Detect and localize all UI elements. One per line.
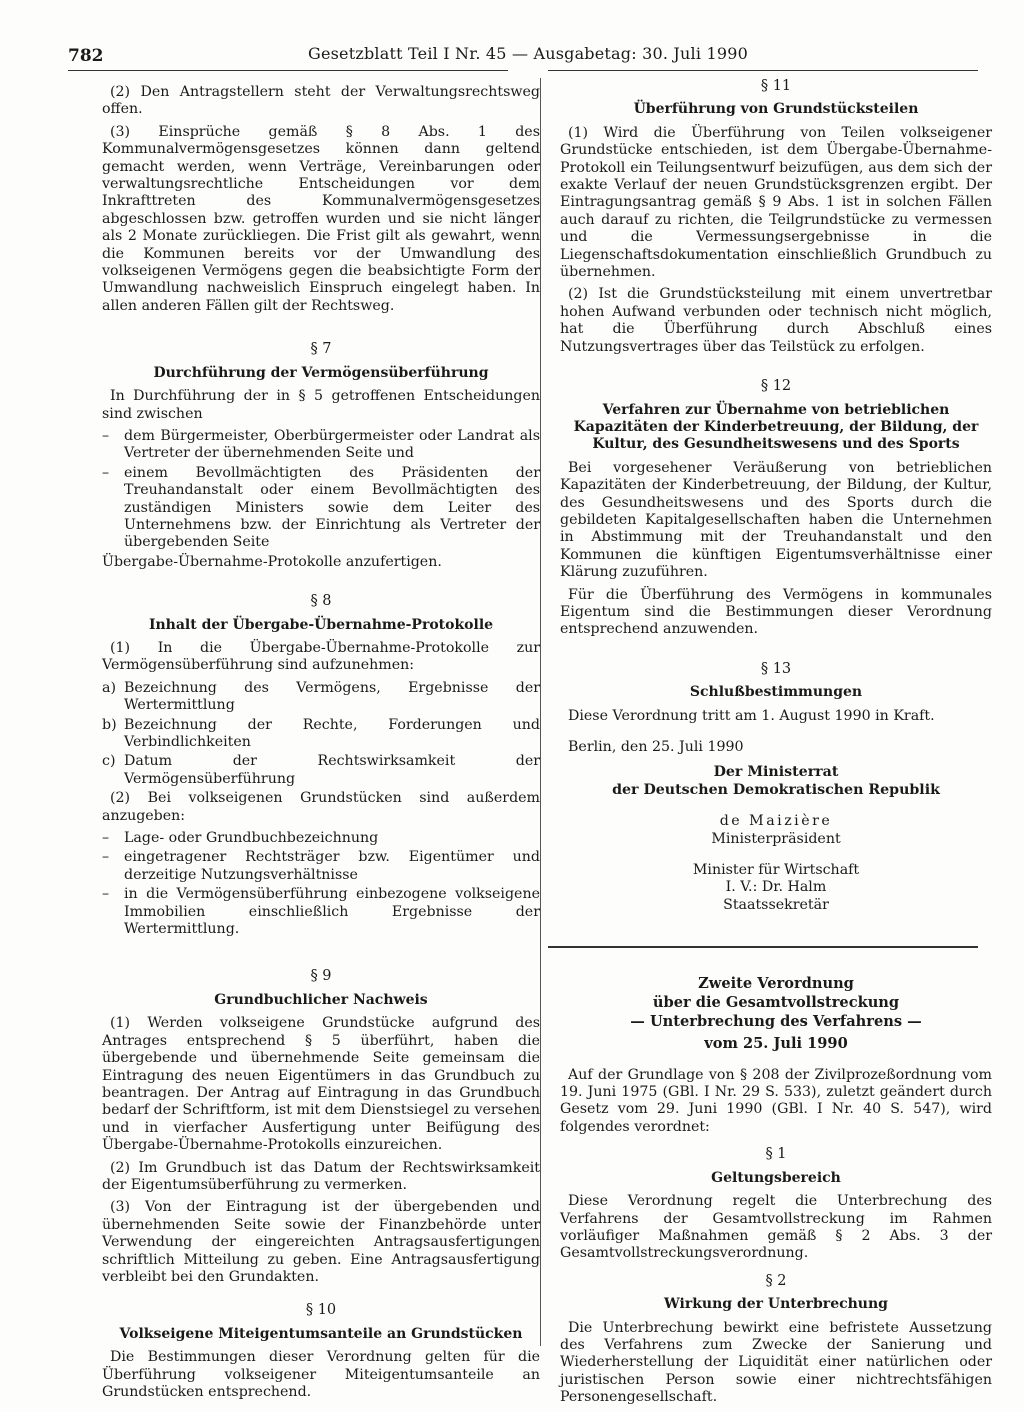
section-title: Überführung von Grundstücksteilen — [633, 101, 919, 118]
section-title: Volkseigene Miteigentumsanteile an Grundstücken — [119, 1325, 523, 1342]
signatory-name: de Maizière — [719, 813, 833, 830]
gazette-title: Gesetzblatt Teil I Nr. 45 — Ausgabetag: 30. Juli 1990 — [308, 44, 748, 63]
paragraph: Diese Verordnung regelt die Unterbrechung des Verfahrens der Gesamtvollstreckung im Rahmen vorläufiger Maßnahmen gemäß § 2 Abs. 3 der Gesamtvollstreckungsverordnung. — [560, 1193, 992, 1262]
paragraph: (2) Im Grundbuch ist das Datum der Rechtswirksamkeit der Eigentumsüberführung zu vermerken. — [102, 1159, 540, 1193]
paragraph: Die Unterbrechung bewirkt eine befristete Aussetzung des Verfahrens zum Zwecke der Sanierung und Wiederherstellung der Liquidität einer natürlichen oder juristischen Person sowie einer nichtrechtsfähigen Personengesellschaft. — [560, 1319, 992, 1406]
section-number: § 7 — [310, 341, 332, 358]
paragraph: (2) Bei volkseigenen Grundstücken sind außerdem anzugeben: — [102, 790, 540, 824]
signature-block — [560, 862, 992, 914]
paragraph: (3) Von der Eintragung ist der übergebenden und übernehmenden Seite sowie der Finanzbehörde unter Verwendung der eingereichten Antragsausfertigungen schriftlich Mitteilung zu geben. Eine Antragsausfertigung verbleibt bei den Grundakten. — [102, 1199, 540, 1285]
header-rule-left — [68, 70, 508, 71]
decree-title: Zweite Verordnung — [698, 975, 854, 993]
signatory-role: Minister für Wirtschaft — [692, 862, 860, 879]
paragraph: (2) Den Antragstellern steht der Verwaltungsrechtsweg offen. — [102, 84, 540, 118]
list-item: a) Bezeichnung des Vermögens, Ergebnisse der Wertermittlung — [102, 679, 540, 714]
paragraph: Die Bestimmungen dieser Verordnung gelten für die Überführung volkseigener Miteigentumsanteile an Grundstücken entsprechend. — [102, 1349, 540, 1400]
signature-block — [560, 813, 992, 848]
issuer-block — [560, 764, 992, 799]
paragraph: (1) Wird die Überführung von Teilen volkseigener Grundstücke entschieden, ist dem Übergabe-Übernahme-Protokoll ein Teilungsentwurf beizufügen, aus dem sich der exakte Verlauf der neuen Grundstücksgrenzen ergibt. Der Eintragungsantrag gemäß § 9 Abs. 1 ist in solchen Fällen auch darauf zu richten, die Teilgrundstücke zu vermessen und die Vermessungsergebnisse in die Liegenschaftsdokumentation einschließlich Grundbuch zu übernehmen. — [560, 124, 992, 281]
issuer-line: der Deutschen Demokratischen Republik — [612, 781, 940, 798]
section-title: Verfahren zur Übernahme von betrieblichen Kapazitäten der Kinderbetreuung, der Bildung, der Kultur, des Gesundheitswesens und des Sports — [573, 401, 979, 453]
left-column — [102, 84, 540, 1406]
paragraph: Bei vorgesehener Veräußerung von betrieblichen Kapazitäten der Kinderbetreuung, der Bildung, der Kultur, des Gesundheitswesens und des Sports durch die gebildeten Kapitalgesellschaften haben die Unternehmen in Abstimmung mit der Treuhandanstalt und den Kommunen die künftigen Eigentumsverhältnisse einer Klärung zuzuführen. — [560, 459, 992, 581]
section-number: § 11 — [760, 78, 792, 94]
paragraph: Übergabe-Übernahme-Protokolle anzufertigen. — [102, 553, 442, 570]
decree-subtitle: — Unterbrechung des Verfahrens — — [630, 1013, 922, 1031]
paragraph: (3) Einsprüche gemäß § 8 Abs. 1 des Kommunalvermögensgesetzes können dann geltend gemacht werden, wenn Verträge, Vereinbarungen oder verwaltungsrechtliche Entscheidungen vor dem Inkrafttreten des Kommunalvermögensgesetzes abgeschlossen bzw. getroffen wurden und sie nicht länger als 2 Monate zurückliegen. Die Frist gilt als gewahrt, wenn die Kommunen bereits vor der Umwandlung des volkseigenen Vermögens gegen die beabsichtigte Form der Umwandlung nachweislich Einspruch eingelegt haben. In allen anderen Fällen gilt der Rechtsweg. — [102, 123, 540, 314]
decree-title: über die Gesamtvollstreckung — [652, 994, 900, 1012]
place-date: Berlin, den 25. Juli 1990 — [568, 739, 744, 755]
decree-date: vom 25. Juli 1990 — [704, 1035, 848, 1053]
list-item: – dem Bürgermeister, Oberbürgermeister oder Landrat als Vertreter der übernehmenden Seite und — [102, 427, 540, 462]
section-title: Wirkung der Unterbrechung — [664, 1296, 888, 1313]
preamble: Auf der Grundlage von § 208 der Zivilprozeßordnung vom 19. Juni 1975 (GBl. I Nr. 29 S. 533), zuletzt geändert durch Gesetz vom 29. Juni 1990 (GBl. I Nr. 40 S. 547), wird folgendes verordnet: — [560, 1066, 992, 1135]
section-number: § 10 — [305, 1302, 337, 1319]
signatory-title: Staatssekretär — [723, 896, 829, 913]
paragraph: Diese Verordnung tritt am 1. August 1990 in Kraft. — [568, 707, 935, 724]
section-title: Inhalt der Übergabe-Übernahme-Protokolle — [148, 616, 494, 633]
paragraph: (1) Werden volkseigene Grundstücke aufgrund des Antrages entsprechend § 5 überführt, haben die übergebende und übernehmende Seite gemeinsam die Eintragung des neuen Eigentümers in das Grundbuch zu beantragen. Der Antrag auf Eintragung in das Grundbuch bedarf der Schriftform, ist mit dem Dienstsiegel zu versehen und in vierfacher Ausfertigung unter Beifügung des Übergabe-Übernahme-Protokolls einzureichen. — [102, 1015, 540, 1154]
section-number: § 1 — [765, 1146, 787, 1163]
issuer-line: Der Ministerrat — [713, 764, 839, 781]
section-title: Geltungsbereich — [711, 1169, 841, 1186]
section-number: § 2 — [765, 1272, 787, 1289]
section-divider — [548, 946, 978, 948]
section-number: § 8 — [310, 593, 332, 610]
list-item: – eingetragener Rechtsträger bzw. Eigentümer und derzeitige Nutzungsverhältnisse — [102, 849, 540, 883]
list-item: – einem Bevollmächtigten des Präsidenten der Treuhandanstalt oder einem Bevollmächtigten des zuständigen Ministers sowie dem Leiter des Unternehmens bzw. der Einrichtung als Vertreter der übergebenden Seite — [102, 464, 540, 551]
list-item: – Lage- oder Grundbuchbezeichnung — [102, 830, 379, 847]
paragraph: (1) In die Übergabe-Übernahme-Protokolle zur Vermögensüberführung sind aufzunehmen: — [102, 639, 540, 674]
signatory-name: I. V.: Dr. Halm — [725, 879, 827, 896]
list-item: b) Bezeichnung der Rechte, Forderungen und Verbindlichkeiten — [102, 716, 540, 750]
list-item: c) Datum der Rechtswirksamkeit der Vermögensüberführung — [102, 753, 540, 787]
section-title: Schlußbestimmungen — [689, 684, 863, 701]
section-title: Durchführung der Vermögensüberführung — [153, 364, 489, 381]
section-number: § 12 — [760, 378, 792, 395]
section-number: § 9 — [310, 968, 332, 985]
paragraph: Für die Überführung des Vermögens in kommunales Eigentum sind die Bestimmungen dieser Verordnung entsprechend anzuwenden. — [560, 586, 992, 638]
column-divider — [540, 78, 541, 1346]
page-header — [68, 40, 968, 70]
paragraph: (2) Ist die Grundstücksteilung mit einem unvertretbar hohen Aufwand verbunden oder technisch nicht möglich, hat die Überführung durch Abschluß eines Nutzungsvertrages über das Teilstück zu erfolgen. — [560, 286, 992, 355]
section-number: § 13 — [760, 660, 792, 677]
header-rule-right — [548, 70, 978, 71]
signatory-role: Ministerpräsident — [711, 830, 841, 847]
section-title: Grundbuchlicher Nachweis — [214, 991, 428, 1008]
list-item: – in die Vermögensüberführung einbezogene volkseigene Immobilien einschließlich Ergebnisse der Wertermittlung. — [102, 886, 540, 938]
paragraph: In Durchführung der in § 5 getroffenen Entscheidungen sind zwischen — [102, 388, 540, 422]
right-column — [560, 78, 992, 1412]
page-number: 782 — [68, 46, 104, 66]
